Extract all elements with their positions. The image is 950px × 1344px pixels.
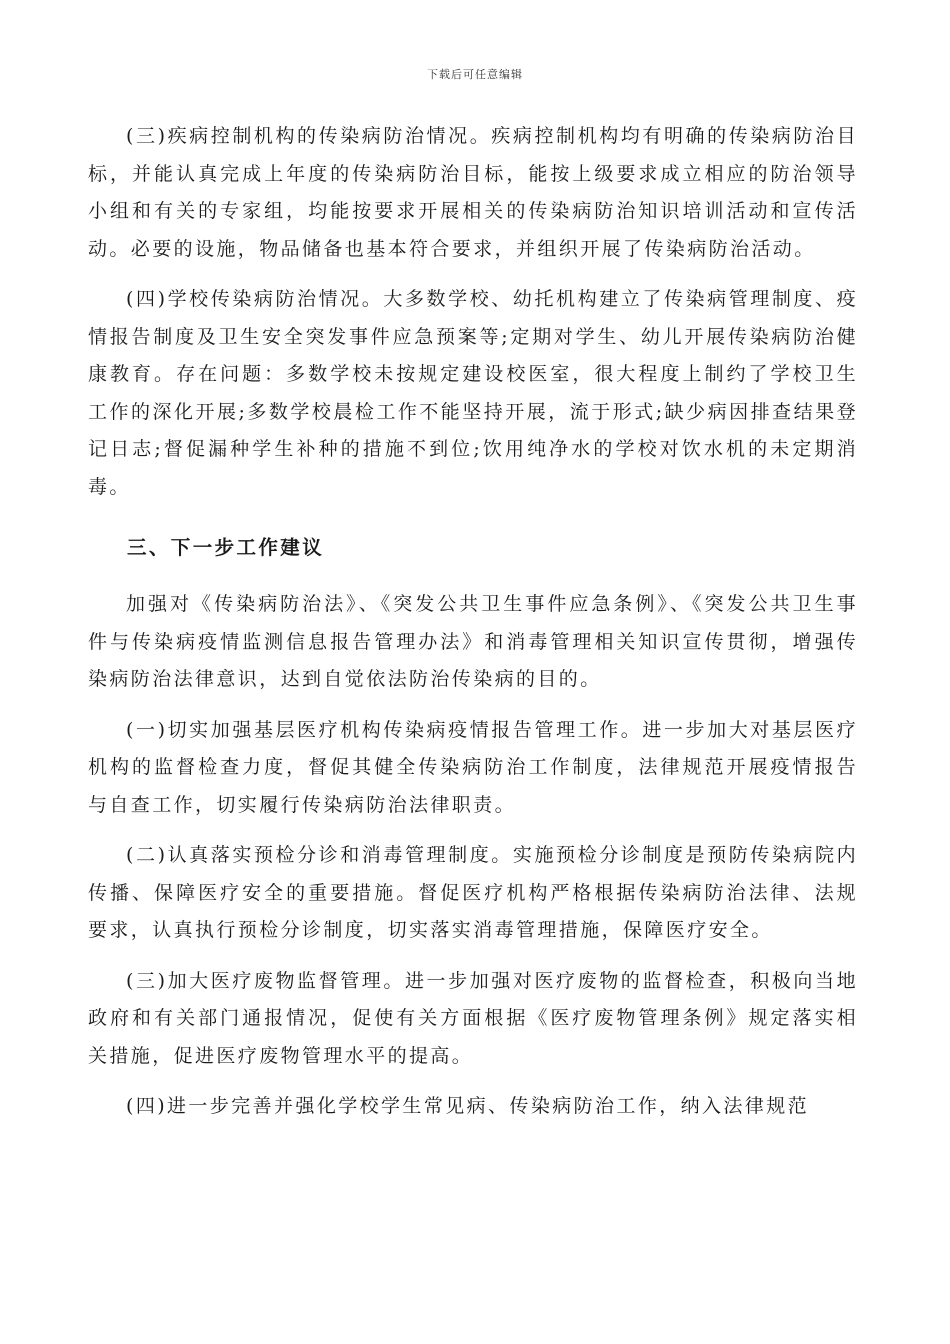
document-body — [88, 118, 858, 1139]
paragraph-medical-waste: (三)加大医疗废物监督管理。进一步加强对医疗废物的监督检查，积极向当地政府和有关部门通报情况，促使有关方面根据《医疗废物管理条例》规定落实相关措施，促进医疗废物管理水平的提高。 — [88, 969, 858, 1067]
paragraph-disease-control: (三)疾病控制机构的传染病防治情况。疾病控制机构均有明确的传染病防治目标，并能认真完成上年度的传染病防治目标，能按上级要求成立相应的防治领导小组和有关的专家组，均能按要求开展相关的传染病防治知识培训活动和宣传活动。必要的设施，物品储备也基本符合要求，并组织开展了传染病防治活动。 — [88, 125, 858, 260]
section-heading-next-steps: 三、下一步工作建议 — [127, 536, 325, 559]
paragraph-grassroots-reporting: (一)切实加强基层医疗机构传染病疫情报告管理工作。进一步加大对基层医疗机构的监督检查力度，督促其健全传染病防治工作制度，法律规范开展疫情报告与自查工作，切实履行传染病防治法律职责。 — [88, 718, 858, 816]
paragraph-triage-disinfection: (二)认真落实预检分诊和消毒管理制度。实施预检分诊制度是预防传染病院内传播、保障医疗安全的重要措施。督促医疗机构严格根据传染病防治法律、法规要求，认真执行预检分诊制度，切实落实消毒管理措施，保障医疗安全。 — [88, 844, 858, 941]
paragraph-school-health: (四)进一步完善并强化学校学生常见病、传染病防治工作，纳入法律规范 — [126, 1095, 810, 1117]
paragraph-school-prevention: (四)学校传染病防治情况。大多数学校、幼托机构建立了传染病管理制度、疫情报告制度及卫生安全突发事件应急预案等;定期对学生、幼儿开展传染病防治健康教育。存在问题：多数学校未按规定建设校医室，很大程度上制约了学校卫生工作的深化开展;多数学校晨检工作不能坚持开展，流于形式;缺少病因排查结果登记日志;督促漏种学生补种的措施不到位;饮用纯净水的学校对饮水机的未定期消毒。 — [88, 288, 858, 498]
page-header-note: 下载后可任意编辑 — [427, 68, 523, 81]
paragraph-law-publicity: 加强对《传染病防治法》、《突发公共卫生事件应急条例》、《突发公共卫生事件与传染病疫情监测信息报告管理办法》和消毒管理相关知识宣传贯彻，增强传染病防治法律意识，达到自觉依法防治传染病的目的。 — [88, 593, 858, 690]
